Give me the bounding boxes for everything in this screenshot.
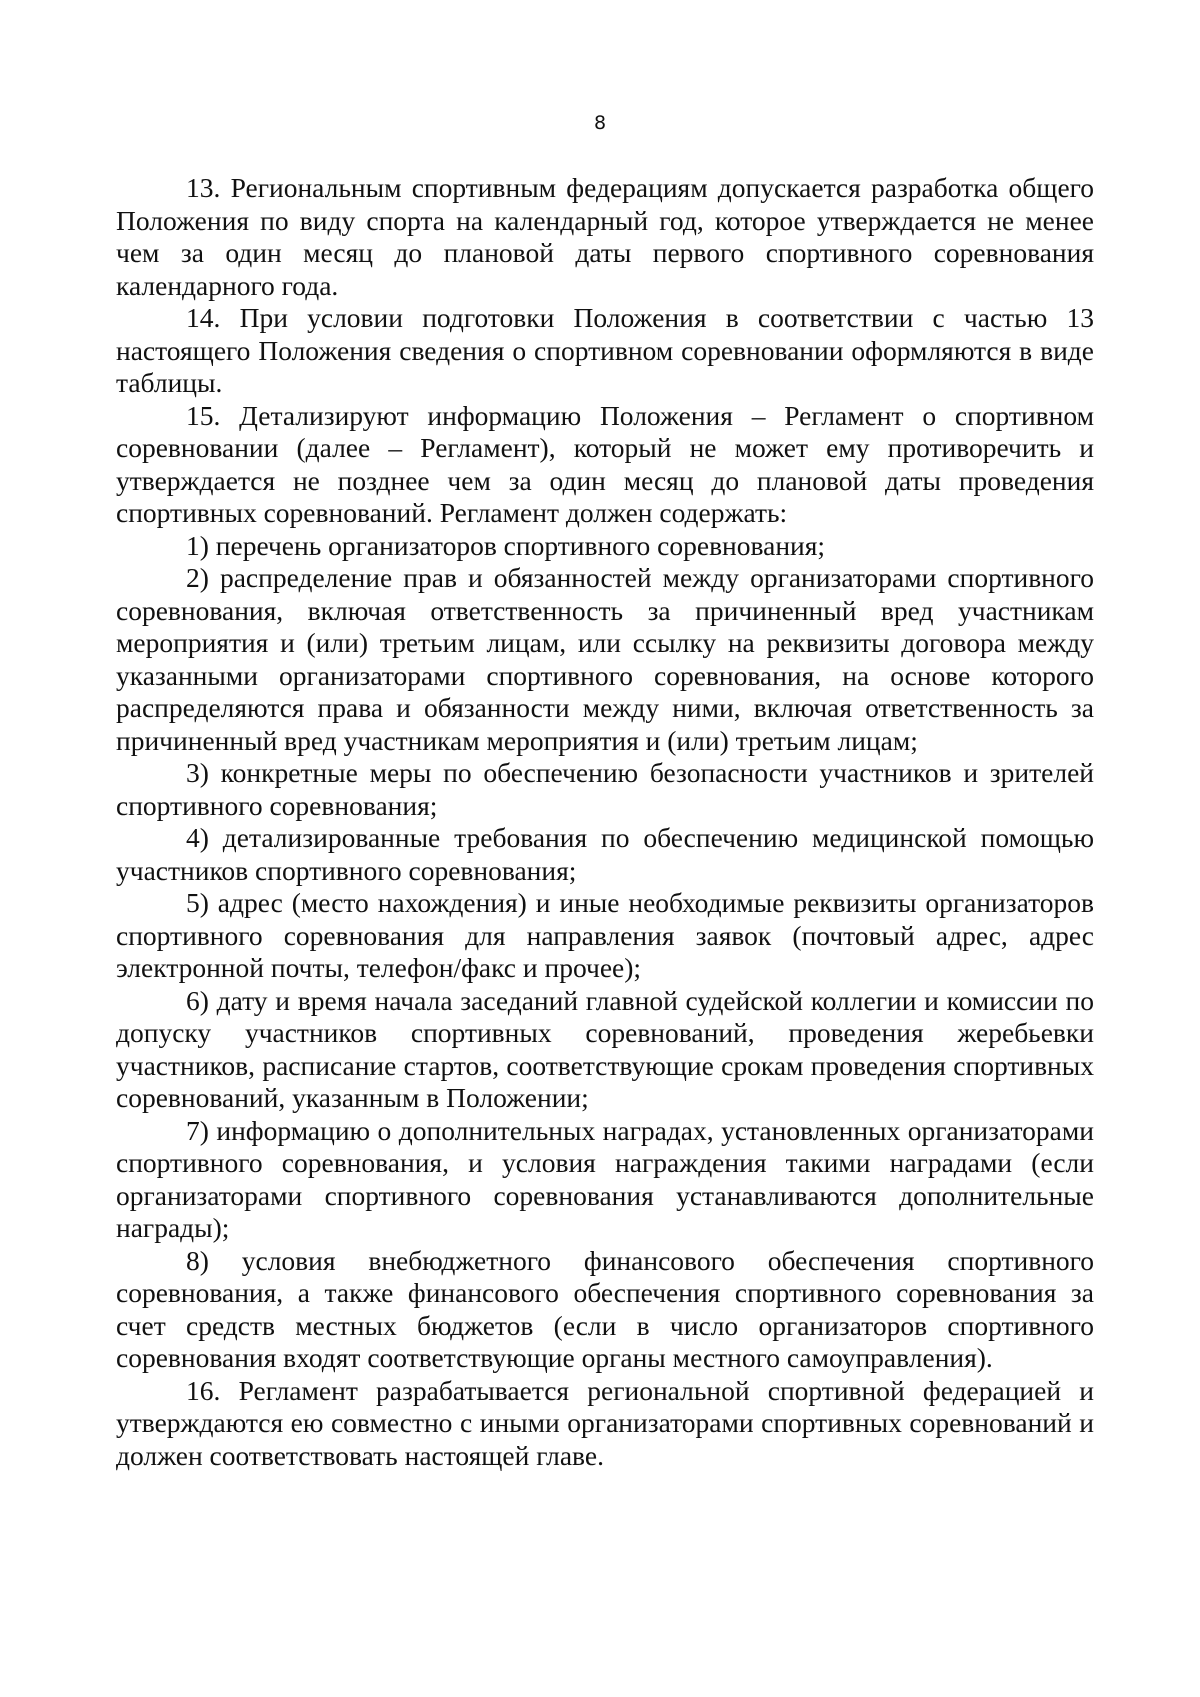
list-item-5: 5) адрес (место нахождения) и иные необходимые реквизиты организаторов спортивного соревнования для направления заявок (почтовый адрес, адрес электронной почты, телефон/факс и прочее); — [116, 887, 1094, 983]
list-item-2: 2) распределение прав и обязанностей между организаторами спортивного соревнования, включая ответственность за причиненный вред участникам мероприятия и (или) третьим лицам, или ссылку на реквизиты договора между указанными организаторами спортивного соревнования, на основе которого распределяются права и обязанности между ними, включая ответственность за причиненный вред участникам мероприятия и (или) третьим лицам; — [116, 562, 1094, 756]
list-item-4: 4) детализированные требования по обеспечению медицинской помощью участников спортивного соревнования; — [116, 822, 1094, 886]
paragraph-16: 16. Регламент разрабатывается региональной спортивной федерацией и утверждаются ею совместно с иными организаторами спортивных соревнований и должен соответствовать настоящей главе. — [116, 1374, 1094, 1471]
paragraph-15: 15. Детализируют информацию Положения – Регламент о спортивном соревновании (далее – Регламент), который не может ему противоречить и утверждается не позднее чем за один месяц до плановой даты проведения спортивных соревнований. Регламент должен содержать: — [116, 399, 1094, 528]
list-item-7: 7) информацию о дополнительных наградах, установленных организаторами спортивного соревнования, и условия награждения такими наградами (если организаторами спортивного соревнования устанавливаются дополнительные награды); — [116, 1114, 1094, 1243]
list-item-6: 6) дату и время начала заседаний главной судейской коллегии и комиссии по допуску участников спортивных соревнований, проведения жеребьевки участников, расписание стартов, соответствующие срокам проведения спортивных соревнований, указанным в Положении; — [116, 984, 1094, 1113]
list-item-8: 8) условия внебюджетного финансового обеспечения спортивного соревнования, а также финансового обеспечения спортивного соревнования за счет средств местных бюджетов (если в число организаторов спортивного соревнования входят соответствующие органы местного самоуправления). — [116, 1244, 1094, 1373]
document-body — [116, 172, 1094, 1472]
page-number: 8 — [593, 112, 607, 134]
paragraph-14: 14. При условии подготовки Положения в соответствии с частью 13 настоящего Положения сведения о спортивном соревновании оформляются в виде таблицы. — [116, 302, 1094, 398]
paragraph-13: 13. Региональным спортивным федерациям допускается разработка общего Положения по виду спорта на календарный год, которое утверждается не менее чем за один месяц до плановой даты первого спортивного соревнования календарного года. — [116, 172, 1094, 301]
list-item-3: 3) конкретные меры по обеспечению безопасности участников и зрителей спортивного соревнования; — [116, 757, 1094, 821]
list-item-1: 1) перечень организаторов спортивного соревнования; — [186, 529, 826, 561]
